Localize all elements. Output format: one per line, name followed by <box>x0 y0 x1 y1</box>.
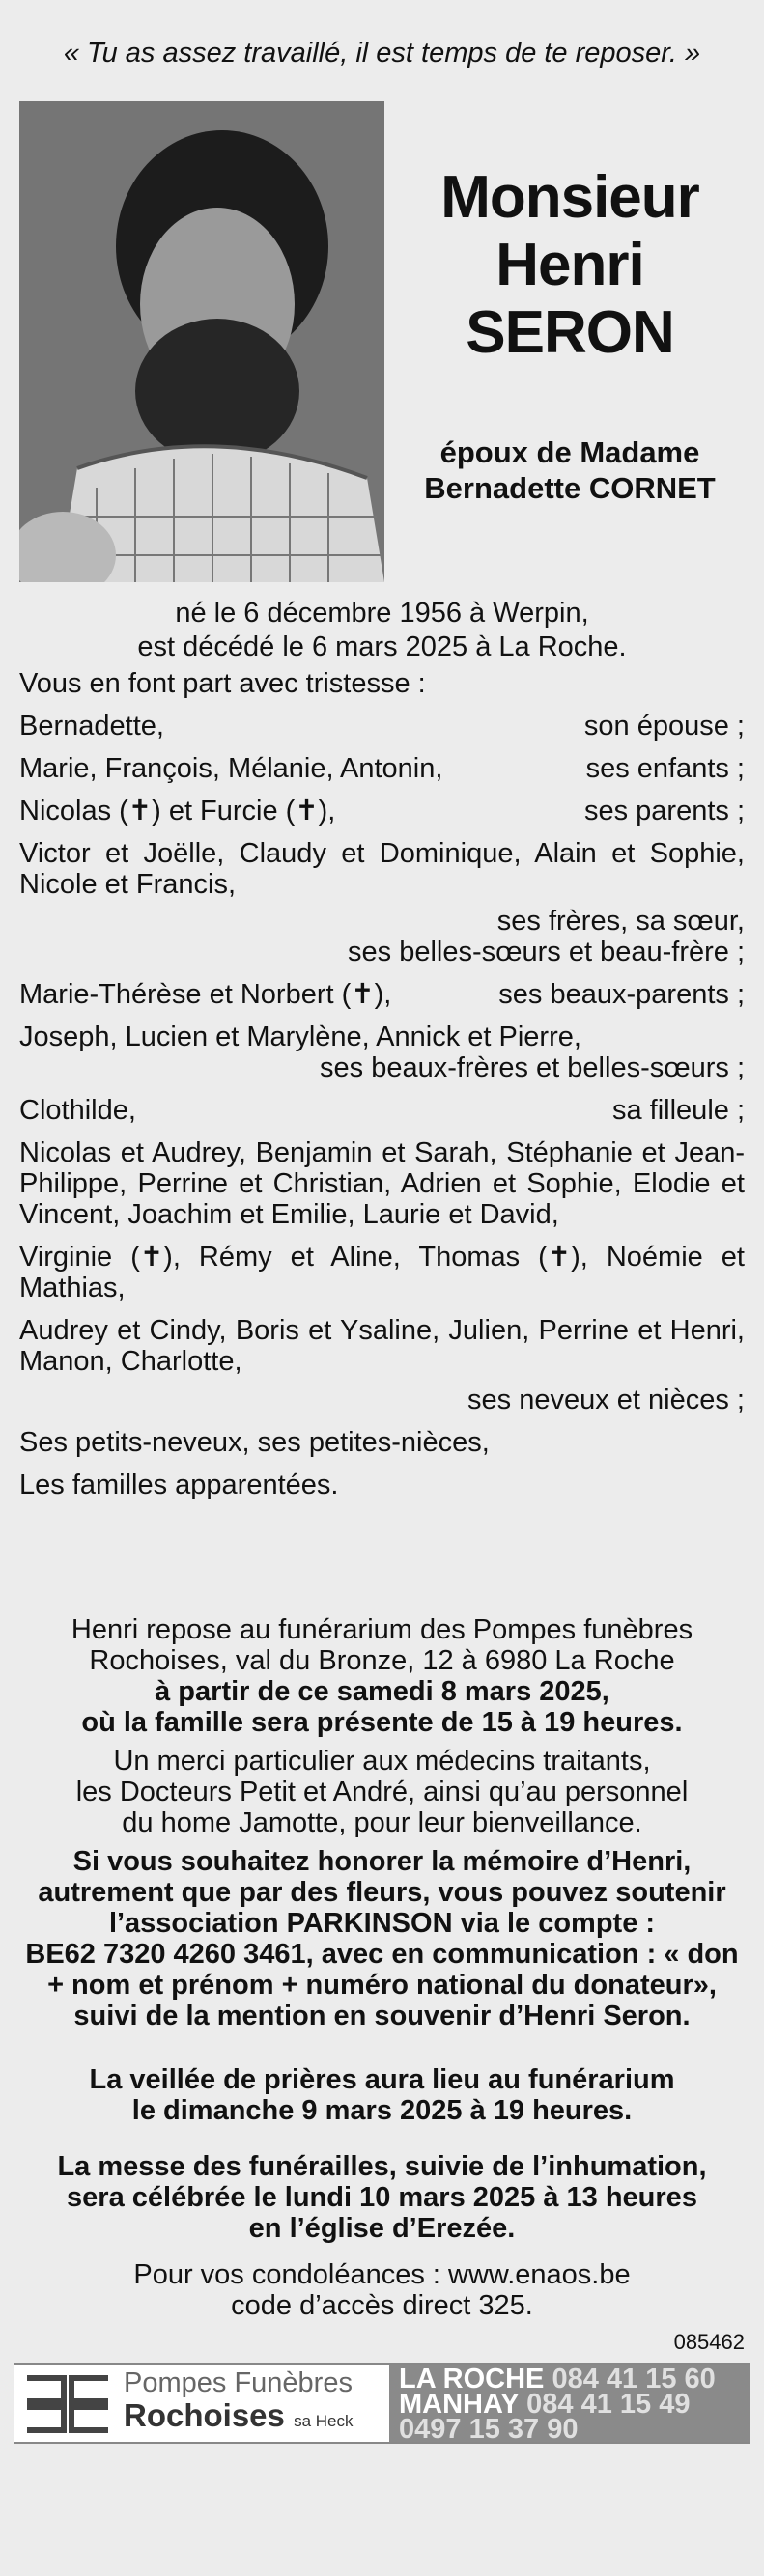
funeral-home-logo-icon <box>19 2368 116 2438</box>
brand-line-1: Pompes Funèbres <box>124 2367 353 2398</box>
donation-line-3: l’association PARKINSON via le compte : <box>108 1908 656 1939</box>
family-relation: ses beaux-parents ; <box>498 979 745 1010</box>
repose-line-1: Henri repose au funérarium des Pompes funèbres <box>71 1614 693 1645</box>
spouse-line-1: époux de Madame <box>439 435 700 469</box>
family-relation: son épouse ; <box>583 711 745 742</box>
thanks-line-1: Un merci particulier aux médecins traitants, <box>113 1746 651 1777</box>
family-names: Marie-Thérèse et Norbert (✝), <box>19 979 392 1010</box>
repose-info <box>19 1614 745 1738</box>
siblings-relation <box>19 906 745 967</box>
family-names: Nicolas (✝) et Furcie (✝), <box>19 796 336 826</box>
title-last-name: SERON <box>466 299 674 366</box>
mass-line-1: La messe des funérailles, suivie de l’inhumation, <box>57 2151 707 2182</box>
family-row <box>19 796 745 826</box>
extended-family-1: Ses petits-neveux, ses petites-nièces, <box>19 1427 490 1458</box>
portrait-illustration <box>19 101 384 582</box>
contact-numbers <box>389 2364 750 2445</box>
siblings-names: Victor et Joëlle, Claudy et Dominique, Alain et Sophie, Nicole et Francis, <box>19 838 745 900</box>
portrait-photo <box>19 101 384 582</box>
title-first-name: Henri <box>495 232 644 298</box>
birth-line: né le 6 décembre 1956 à Werpin, <box>175 598 589 629</box>
siblings-relation-line-1: ses frères, sa sœur, <box>496 906 745 937</box>
family-names: Bernadette, <box>19 711 164 742</box>
birth-death-info <box>19 597 745 664</box>
family-row <box>19 711 745 742</box>
nephews-names-2: Virginie (✝), Rémy et Aline, Thomas (✝), Noémie et Mathias, <box>19 1242 745 1303</box>
condolences-info <box>19 2259 745 2321</box>
deceased-name <box>386 164 753 367</box>
funeral-home-name <box>124 2367 384 2439</box>
inlaws-names: Joseph, Lucien et Marylène, Annick et Pierre, <box>19 1022 581 1052</box>
spouse-info <box>386 434 753 506</box>
donation-line-6: suivi de la mention en souvenir d’Henri Seron. <box>73 2001 691 2031</box>
thanks-info <box>19 1746 745 1838</box>
thanks-line-2: les Docteurs Petit et André, ainsi qu’au personnel <box>75 1777 689 1807</box>
brand-suffix: sa Heck <box>294 2412 354 2430</box>
family-relation: ses enfants ; <box>585 753 745 784</box>
inlaws-block <box>19 1022 745 1083</box>
condolences-line-2: code d’accès direct 325. <box>231 2290 533 2321</box>
funeral-home-banner <box>14 2363 750 2444</box>
nephews-names-1: Nicolas et Audrey, Benjamin et Sarah, Stéphanie et Jean-Philippe, Perrine et Christian, Adrien et Sophie, Elodie et Vincent, Joachim et Emilie, Laurie et David, <box>19 1137 745 1230</box>
donation-line-5: + nom et prénom + numéro national du donateur», <box>47 1970 717 2001</box>
family-relation: ses parents ; <box>583 796 745 826</box>
family-names: Clothilde, <box>19 1095 136 1126</box>
contact-phone: 084 41 15 49 <box>526 2389 691 2420</box>
reference-number: 085462 <box>673 2330 745 2354</box>
thanks-line-3: du home Jamotte, pour leur bienveillance. <box>122 1807 642 1838</box>
condolences-line-1: Pour vos condoléances : www.enaos.be <box>133 2259 631 2290</box>
mass-line-3: en l’église d’Erezée. <box>248 2213 516 2244</box>
contact-phone: 0497 15 37 90 <box>399 2414 579 2445</box>
mass-line-2: sera célébrée le lundi 10 mars 2025 à 13 heures <box>67 2182 697 2213</box>
death-line: est décédé le 6 mars 2025 à La Roche. <box>137 631 627 662</box>
contact-label: MANHAY <box>399 2389 520 2420</box>
family-names: Marie, François, Mélanie, Antonin, <box>19 753 443 784</box>
contact-phone: 084 41 15 60 <box>552 2364 716 2394</box>
repose-line-2: Rochoises, val du Bronze, 12 à 6980 La Roche <box>89 1645 675 1676</box>
epigraph-quote: « Tu as assez travaillé, il est temps de te reposer. » <box>63 38 701 69</box>
donation-line-1: Si vous souhaitez honorer la mémoire d’Henri, <box>72 1846 692 1877</box>
intro-line: Vous en font part avec tristesse : <box>19 668 426 699</box>
nephews-relation: ses neveux et nièces ; <box>467 1385 745 1415</box>
donation-info <box>19 1846 745 2031</box>
siblings-relation-line-2: ses belles-sœurs et beau-frère ; <box>348 937 745 967</box>
family-list <box>19 668 745 1512</box>
family-row <box>19 753 745 784</box>
brand-name: Rochoises <box>124 2397 285 2433</box>
spouse-line-2: Bernadette CORNET <box>424 471 716 505</box>
contact-label: LA ROCHE <box>399 2364 545 2394</box>
contact-row-mobile <box>399 2414 741 2445</box>
nephews-names-3: Audrey et Cindy, Boris et Ysaline, Julien, Perrine et Henri, Manon, Charlotte, <box>19 1315 745 1377</box>
vigil-info <box>19 2064 745 2126</box>
mass-info <box>19 2151 745 2244</box>
vigil-line-2: le dimanche 9 mars 2025 à 19 heures. <box>131 2095 633 2126</box>
repose-hours: où la famille sera présente de 15 à 19 heures. <box>81 1707 683 1738</box>
title-honorific: Monsieur <box>440 164 699 231</box>
repose-date: à partir de ce samedi 8 mars 2025, <box>155 1676 609 1707</box>
family-row <box>19 1095 745 1126</box>
extended-family-2: Les familles apparentées. <box>19 1470 339 1500</box>
inlaws-relation: ses beaux-frères et belles-sœurs ; <box>320 1052 745 1083</box>
donation-line-4: BE62 7320 4260 3461, avec en communication : « don <box>25 1939 739 1970</box>
donation-line-2: autrement que par des fleurs, vous pouvez soutenir <box>38 1877 726 1908</box>
brand-line-2 <box>124 2398 384 2439</box>
family-row <box>19 979 745 1010</box>
family-relation: sa filleule ; <box>611 1095 745 1126</box>
vigil-line-1: La veillée de prières aura lieu au funérarium <box>89 2064 675 2095</box>
